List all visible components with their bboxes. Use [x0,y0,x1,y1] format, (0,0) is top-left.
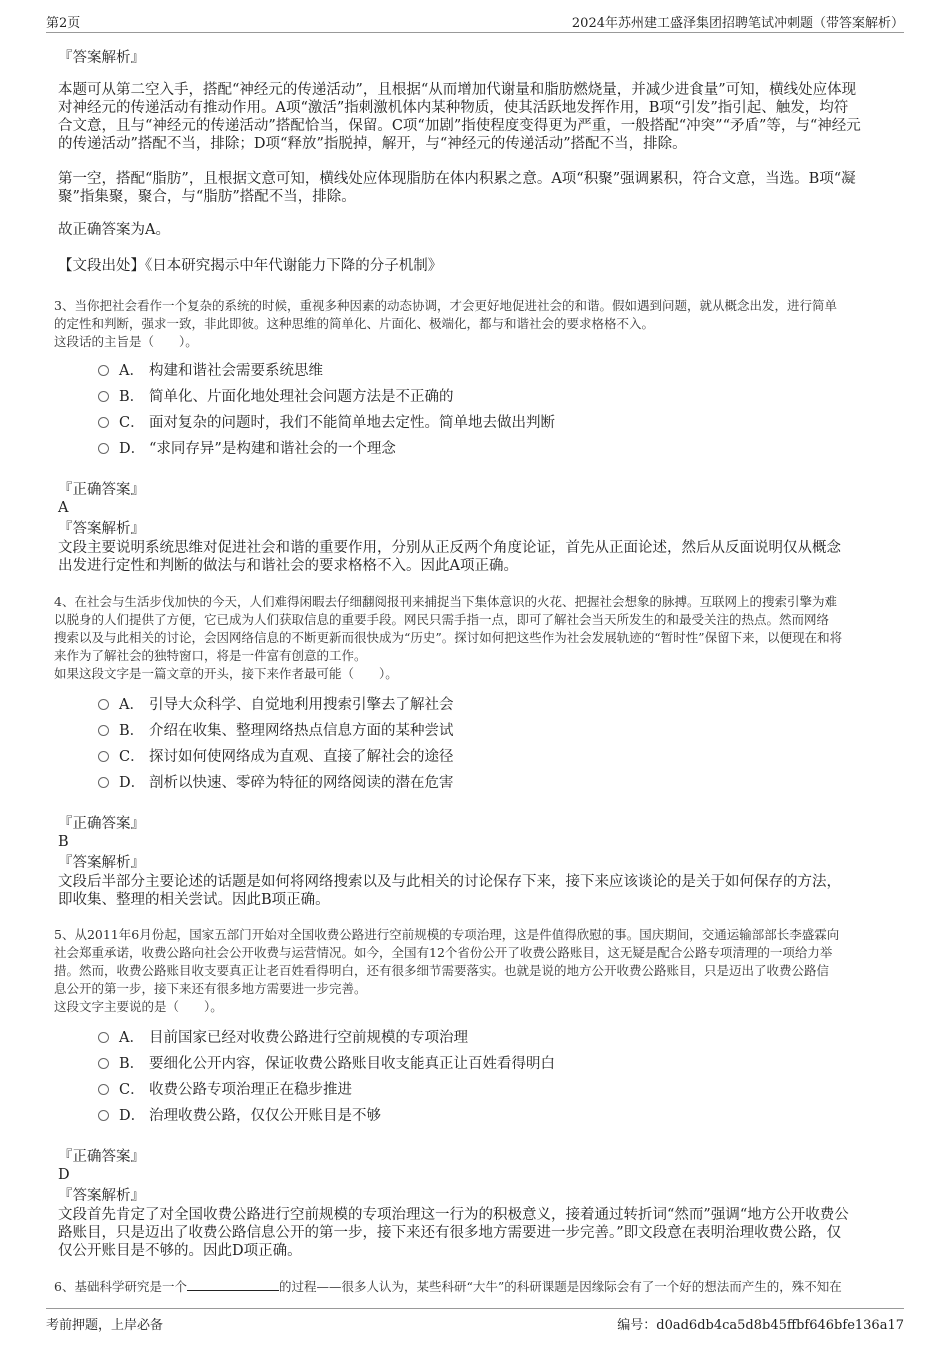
option-text: 收费公路专项治理正在稳步推进 [149,1082,352,1098]
text-line: 文段后半部分主要论述的话题是如何将网络搜索以及与此相关的讨论保存下来，接下来应该谈论的是关于如何保存的方法， [58,874,841,890]
option-letter: C． [119,749,145,765]
fill-blank [187,1278,279,1291]
radio-icon[interactable] [98,1110,109,1121]
q4-answer: B [58,834,69,850]
document-title: 2024年苏州建工盛泽集团招聘笔试冲刺题（带答案解析） [571,16,904,31]
q3-option-a[interactable] [98,362,323,380]
radio-icon[interactable] [98,1084,109,1095]
text-fragment: 6、基础科学研究是一个 [54,1279,187,1294]
text-line: 3、当你把社会看作一个复杂的系统的时候，重视多种因素的动态协调，才会更好地促进社会的和谐。假如遇到问题，就从概念出发，进行简单 [54,298,837,313]
radio-icon[interactable] [98,777,109,788]
q4-answer-label: 『正确答案』 [58,816,145,832]
option-letter: B． [119,1056,145,1072]
text-line: 来作为了解社会的独特窗口，将是一件富有创意的工作。 [54,648,367,663]
q2-source: 【文段出处】《日本研究揭示中年代谢能力下降的分子机制》 [58,258,443,274]
q3-analysis [58,539,898,575]
option-letter: C． [119,415,145,431]
q4-option-a[interactable] [98,696,454,714]
page-number: 第2页 [46,16,81,31]
text-line: 本题可从第二空入手，搭配“神经元的传递活动”，且根据“从而增加代谢量和脂肪燃烧量，并减少进食量”可知，横线处应体现 [58,82,857,98]
text-line: 第一空，搭配“脂肪”，且根据文意可知，横线处应体现脂肪在体内积累之意。A项“积聚”强调累积，符合文意，当选。B项“凝 [58,171,856,187]
q5-option-a[interactable] [98,1029,468,1047]
q3-stem [54,297,900,351]
page-header [46,10,904,33]
q5-stem [54,926,900,1016]
q3-answer-label: 『正确答案』 [58,482,145,498]
option-text: 探讨如何使网络成为直观、直接了解社会的途径 [149,749,454,765]
option-letter: C． [119,1082,145,1098]
option-letter: A． [119,363,144,379]
q5-answer: D [58,1167,70,1183]
document-code: 编号：d0ad6db4ca5d8b45ffbf646bfe136a17 [617,1318,904,1333]
page-footer [46,1308,904,1333]
q5-analysis-label: 『答案解析』 [58,1188,145,1204]
radio-icon[interactable] [98,751,109,762]
text-line: 对神经元的传递活动有推动作用。A项“激活”指刺激机体内某种物质，使其活跃地发挥作用，B项“引发”指引起、触发，均符 [58,100,849,116]
q2-conclusion: 故正确答案为A。 [58,222,170,238]
q5-option-d[interactable] [98,1107,381,1125]
text-line: 即收集、整理的相关尝试。因此B项正确。 [58,892,330,908]
radio-icon[interactable] [98,699,109,710]
q5-option-b[interactable] [98,1055,555,1073]
text-line: 这段文字主要说的是（ ）。 [54,999,223,1014]
q3-analysis-label: 『答案解析』 [58,521,145,537]
option-letter: B． [119,389,145,405]
option-text: 构建和谐社会需要系统思维 [149,363,323,379]
q5-answer-label: 『正确答案』 [58,1149,145,1165]
text-line: 4、在社会与生活步伐加快的今天，人们难得闲暇去仔细翻阅报刊来捕捉当下集体意识的火花、把握社会想象的脉搏。互联网上的搜索引擎为难 [54,594,837,609]
q4-option-b[interactable] [98,722,454,740]
text-line: 出发进行定性和判断的做法与和谐社会的要求格格不入。因此A项正确。 [58,558,518,574]
option-letter: A． [119,697,144,713]
text-line: 息公开的第一步，接下来还有很多地方需要进一步完善。 [54,981,367,996]
option-text: 面对复杂的问题时，我们不能简单地去定性。简单地去做出判断 [149,415,555,431]
radio-icon[interactable] [98,443,109,454]
option-text: 目前国家已经对收费公路进行空前规模的专项治理 [149,1030,468,1046]
option-text: “求同存异”是构建和谐社会的一个理念 [149,441,396,457]
text-line: 5、从2011年6月份起，国家五部门开始对全国收费公路进行空前规模的专项治理，这是件值得欣慰的事。国庆期间，交通运输部部长李盛霖向 [54,927,840,942]
q4-analysis-label: 『答案解析』 [58,855,145,871]
q6-stem [54,1278,900,1296]
q3-option-c[interactable] [98,414,555,432]
radio-icon[interactable] [98,1058,109,1069]
q4-option-d[interactable] [98,774,454,792]
q4-analysis [58,873,898,909]
text-line: 这段话的主旨是（ ）。 [54,334,198,349]
text-line: 合文意，且与“神经元的传递活动”搭配恰当，保留。C项“加剧”指使程度变得更为严重，一般搭配“冲突”“矛盾”等，与“神经元 [58,118,861,134]
text-line: 的定性和判断，强求一致，非此即彼。这种思维的简单化、片面化、极端化，都与和谐社会的要求格格不入。 [54,316,655,331]
option-text: 简单化、片面化地处理社会问题方法是不正确的 [149,389,454,405]
radio-icon[interactable] [98,391,109,402]
q2-analysis-p2 [58,170,898,206]
text-line: 文段首先肯定了对全国收费公路进行空前规模的专项治理这一行为的积极意义，接着通过转折词“然而”强调“地方公开收费公 [58,1207,849,1223]
text-line: 社会郑重承诺，收费公路向社会公开收费与运营情况。如今，全国有12个省份公开了收费公路账目，这无疑是配合公路专项清理的一项给力举 [54,945,833,960]
option-text: 要细化公开内容，保证收费公路账目收支能真正让百姓看得明白 [149,1056,555,1072]
text-line: 文段主要说明系统思维对促进社会和谐的重要作用，分别从正反两个角度论证，首先从正面论述，然后从反面说明仅从概念 [58,540,841,556]
option-letter: D． [119,1108,146,1124]
text-line: 搜索以及与此相关的讨论，会因网络信息的不断更新而很快成为“历史”。探讨如何把这些作为社会发展轨迹的“暂时性”保留下来，以便现在和将 [54,630,843,645]
footer-slogan: 考前押题，上岸必备 [46,1318,164,1333]
text-line: 仅公开账目是不够的。因此D项正确。 [58,1243,302,1259]
q2-analysis-label: 『答案解析』 [58,50,145,66]
q3-option-d[interactable] [98,440,396,458]
q3-option-b[interactable] [98,388,454,406]
text-line: 聚”指集聚，聚合，与“脂肪”搭配不当，排除。 [58,189,356,205]
option-text: 剖析以快速、零碎为特征的网络阅读的潜在危害 [149,775,454,791]
radio-icon[interactable] [98,1032,109,1043]
option-letter: D． [119,775,146,791]
radio-icon[interactable] [98,417,109,428]
radio-icon[interactable] [98,725,109,736]
q5-analysis [58,1206,898,1260]
q3-answer: A [58,500,69,516]
text-line: 如果这段文字是一篇文章的开头，接下来作者最可能（ ）。 [54,666,398,681]
q4-stem [54,593,900,683]
text-fragment: 的过程——很多人认为，某些科研“大牛”的科研课题是因缘际会有了一个好的想法而产生的，殊不知在 [278,1279,842,1294]
q5-option-c[interactable] [98,1081,352,1099]
q2-analysis-p1 [58,81,898,153]
q4-option-c[interactable] [98,748,454,766]
option-text: 介绍在收集、整理网络热点信息方面的某种尝试 [149,723,454,739]
text-line: 以脱身的人们提供了方便，它已成为人们获取信息的重要手段。网民只需手指一点，即可了解社会当天所发生的和最受关注的热点。然而网络 [54,612,830,627]
option-letter: A． [119,1030,144,1046]
option-letter: B． [119,723,145,739]
text-line: 路账目，只是迈出了收费公路信息公开的第一步，接下来还有很多地方需要进一步完善。”即文段意在表明治理收费公路，仅 [58,1225,842,1241]
text-line: 的传递活动”搭配不当，排除；D项“释放”指脱掉，解开，与“神经元的传递活动”搭配不当，排除。 [58,136,687,152]
option-text: 治理收费公路，仅仅公开账目是不够 [149,1108,381,1124]
option-text: 引导大众科学、自觉地利用搜索引擎去了解社会 [149,697,454,713]
option-letter: D． [119,441,146,457]
radio-icon[interactable] [98,365,109,376]
text-line: 措。然而，收费公路账目收支要真正让老百姓看得明白，还有很多细节需要落实。也就是说的地方公开收费公路账目，只是迈出了收费公路信 [54,963,830,978]
